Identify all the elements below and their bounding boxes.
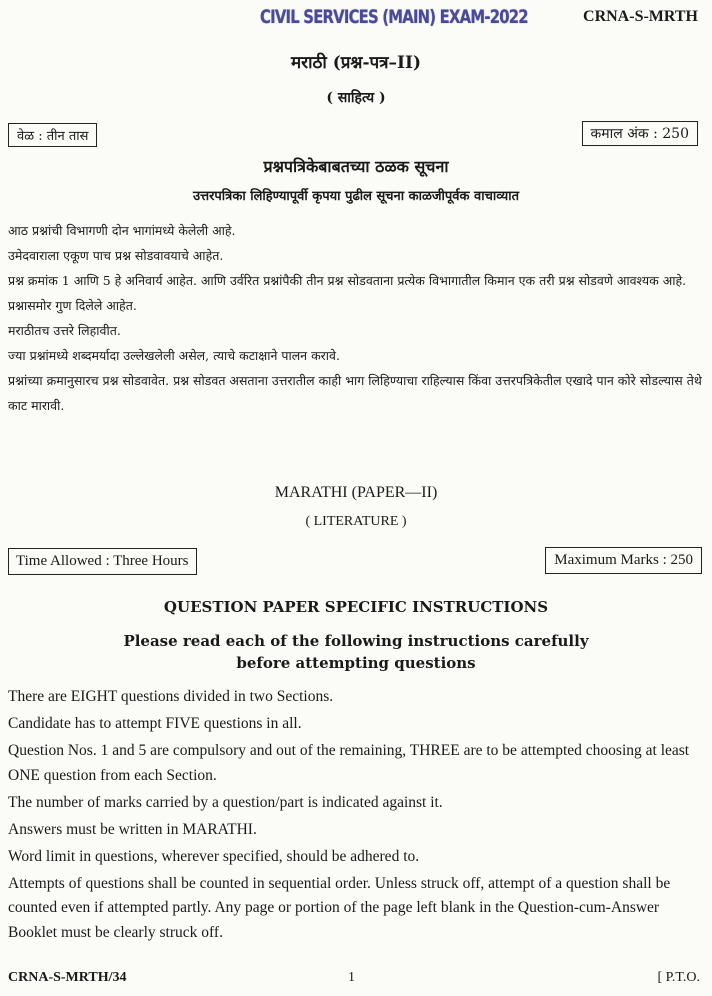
marathi-instructions-list [8,218,702,418]
paper-code: CRNA-S-MRTH [583,8,698,25]
english-instructions-list [8,685,704,948]
marathi-paper-subtitle: ( साहित्य ) [326,90,386,106]
exam-logo: CIVIL SERVICES (MAIN) EXAM-2022 [260,6,528,28]
marathi-instruction: ज्या प्रश्नांमध्ये शब्दमर्यादा उल्लेखलेली असेल, त्याचे कटाक्षाने पालन करावे. [8,348,340,363]
footer-pto: [ P.T.O. [657,970,700,985]
english-instruction: Question Nos. 1 and 5 are compulsory and out of the remaining, THREE are to be attempted choosing at least ONE question from each Section. [8,742,690,784]
english-instruction: Word limit in questions, wherever specified, should be adhered to. [8,847,420,865]
english-time-allowed: Time Allowed : Three Hours [8,548,197,575]
english-instructions-subheading [0,630,712,674]
marathi-instructions-subheading: उत्तरपत्रिका लिहिण्यापूर्वी कृपया पुढील सूचना काळजीपूर्वक वाचाव्यात [193,189,519,204]
marathi-instruction: प्रश्नांच्या क्रमानुसारच प्रश्न सोडवावेत. प्रश्न सोडवत असताना उत्तरातील काही भाग लिहिण्याचा राहिल्यास किंवा उत्तरपत्रिकेतील एखादे पान कोरे सोडल्यास तेथे काट मारावी. [8,373,702,413]
english-paper-subtitle: ( LITERATURE ) [305,514,407,529]
marathi-instruction: मराठीतच उत्तरे लिहावीत. [8,323,121,338]
english-max-marks: Maximum Marks : 250 [545,547,702,574]
marathi-instruction: आठ प्रश्नांची विभागणी दोन भागांमध्ये केलेली आहे. [8,223,236,238]
marathi-instruction: उमेदवाराला एकूण पाच प्रश्न सोडवावयाचे आहेत. [8,248,224,263]
footer-paper-code: CRNA-S-MRTH/34 [8,970,127,985]
english-instruction: Attempts of questions shall be counted in sequential order. Unless struck off, attempt of a question shall be counted even if attempted partly. Any page or portion of the page left blank in the Question-cum-Answer Booklet must be clearly struck off. [8,874,671,941]
marathi-max-marks: कमाल अंक : 250 [582,121,698,146]
marathi-instruction: प्रश्नासमोर गुण दिलेले आहेत. [8,298,137,313]
english-paper-title: MARATHI (PAPER—II) [274,484,438,501]
footer-page-number: 1 [348,970,355,985]
english-subheading-line-2: before attempting questions [236,654,476,672]
english-instruction: The number of marks carried by a question/part is indicated against it. [8,793,443,811]
english-instruction: There are EIGHT questions divided in two Sections. [8,688,334,705]
english-instruction: Answers must be written in MARATHI. [8,820,257,838]
marathi-time-allowed: वेळ : तीन तास [8,123,97,147]
marathi-instructions-heading: प्रश्नपत्रिकेबाबतच्या ठळक सूचना [263,157,449,176]
english-instruction: Candidate has to attempt FIVE questions in all. [8,715,302,732]
english-subheading-line-1: Please read each of the following instructions carefully [123,632,589,650]
marathi-paper-title: मराठी (प्रश्न-पत्र–II) [291,53,421,73]
english-instructions-heading: QUESTION PAPER SPECIFIC INSTRUCTIONS [163,598,549,616]
marathi-instruction: प्रश्न क्रमांक 1 आणि 5 हे अनिवार्य आहेत. आणि उर्वरित प्रश्नांपैकी तीन प्रश्न सोडवताना प्रत्येक विभागातील किमान एक तरी प्रश्न सोडवणे आवश्यक आहे. [8,273,687,288]
